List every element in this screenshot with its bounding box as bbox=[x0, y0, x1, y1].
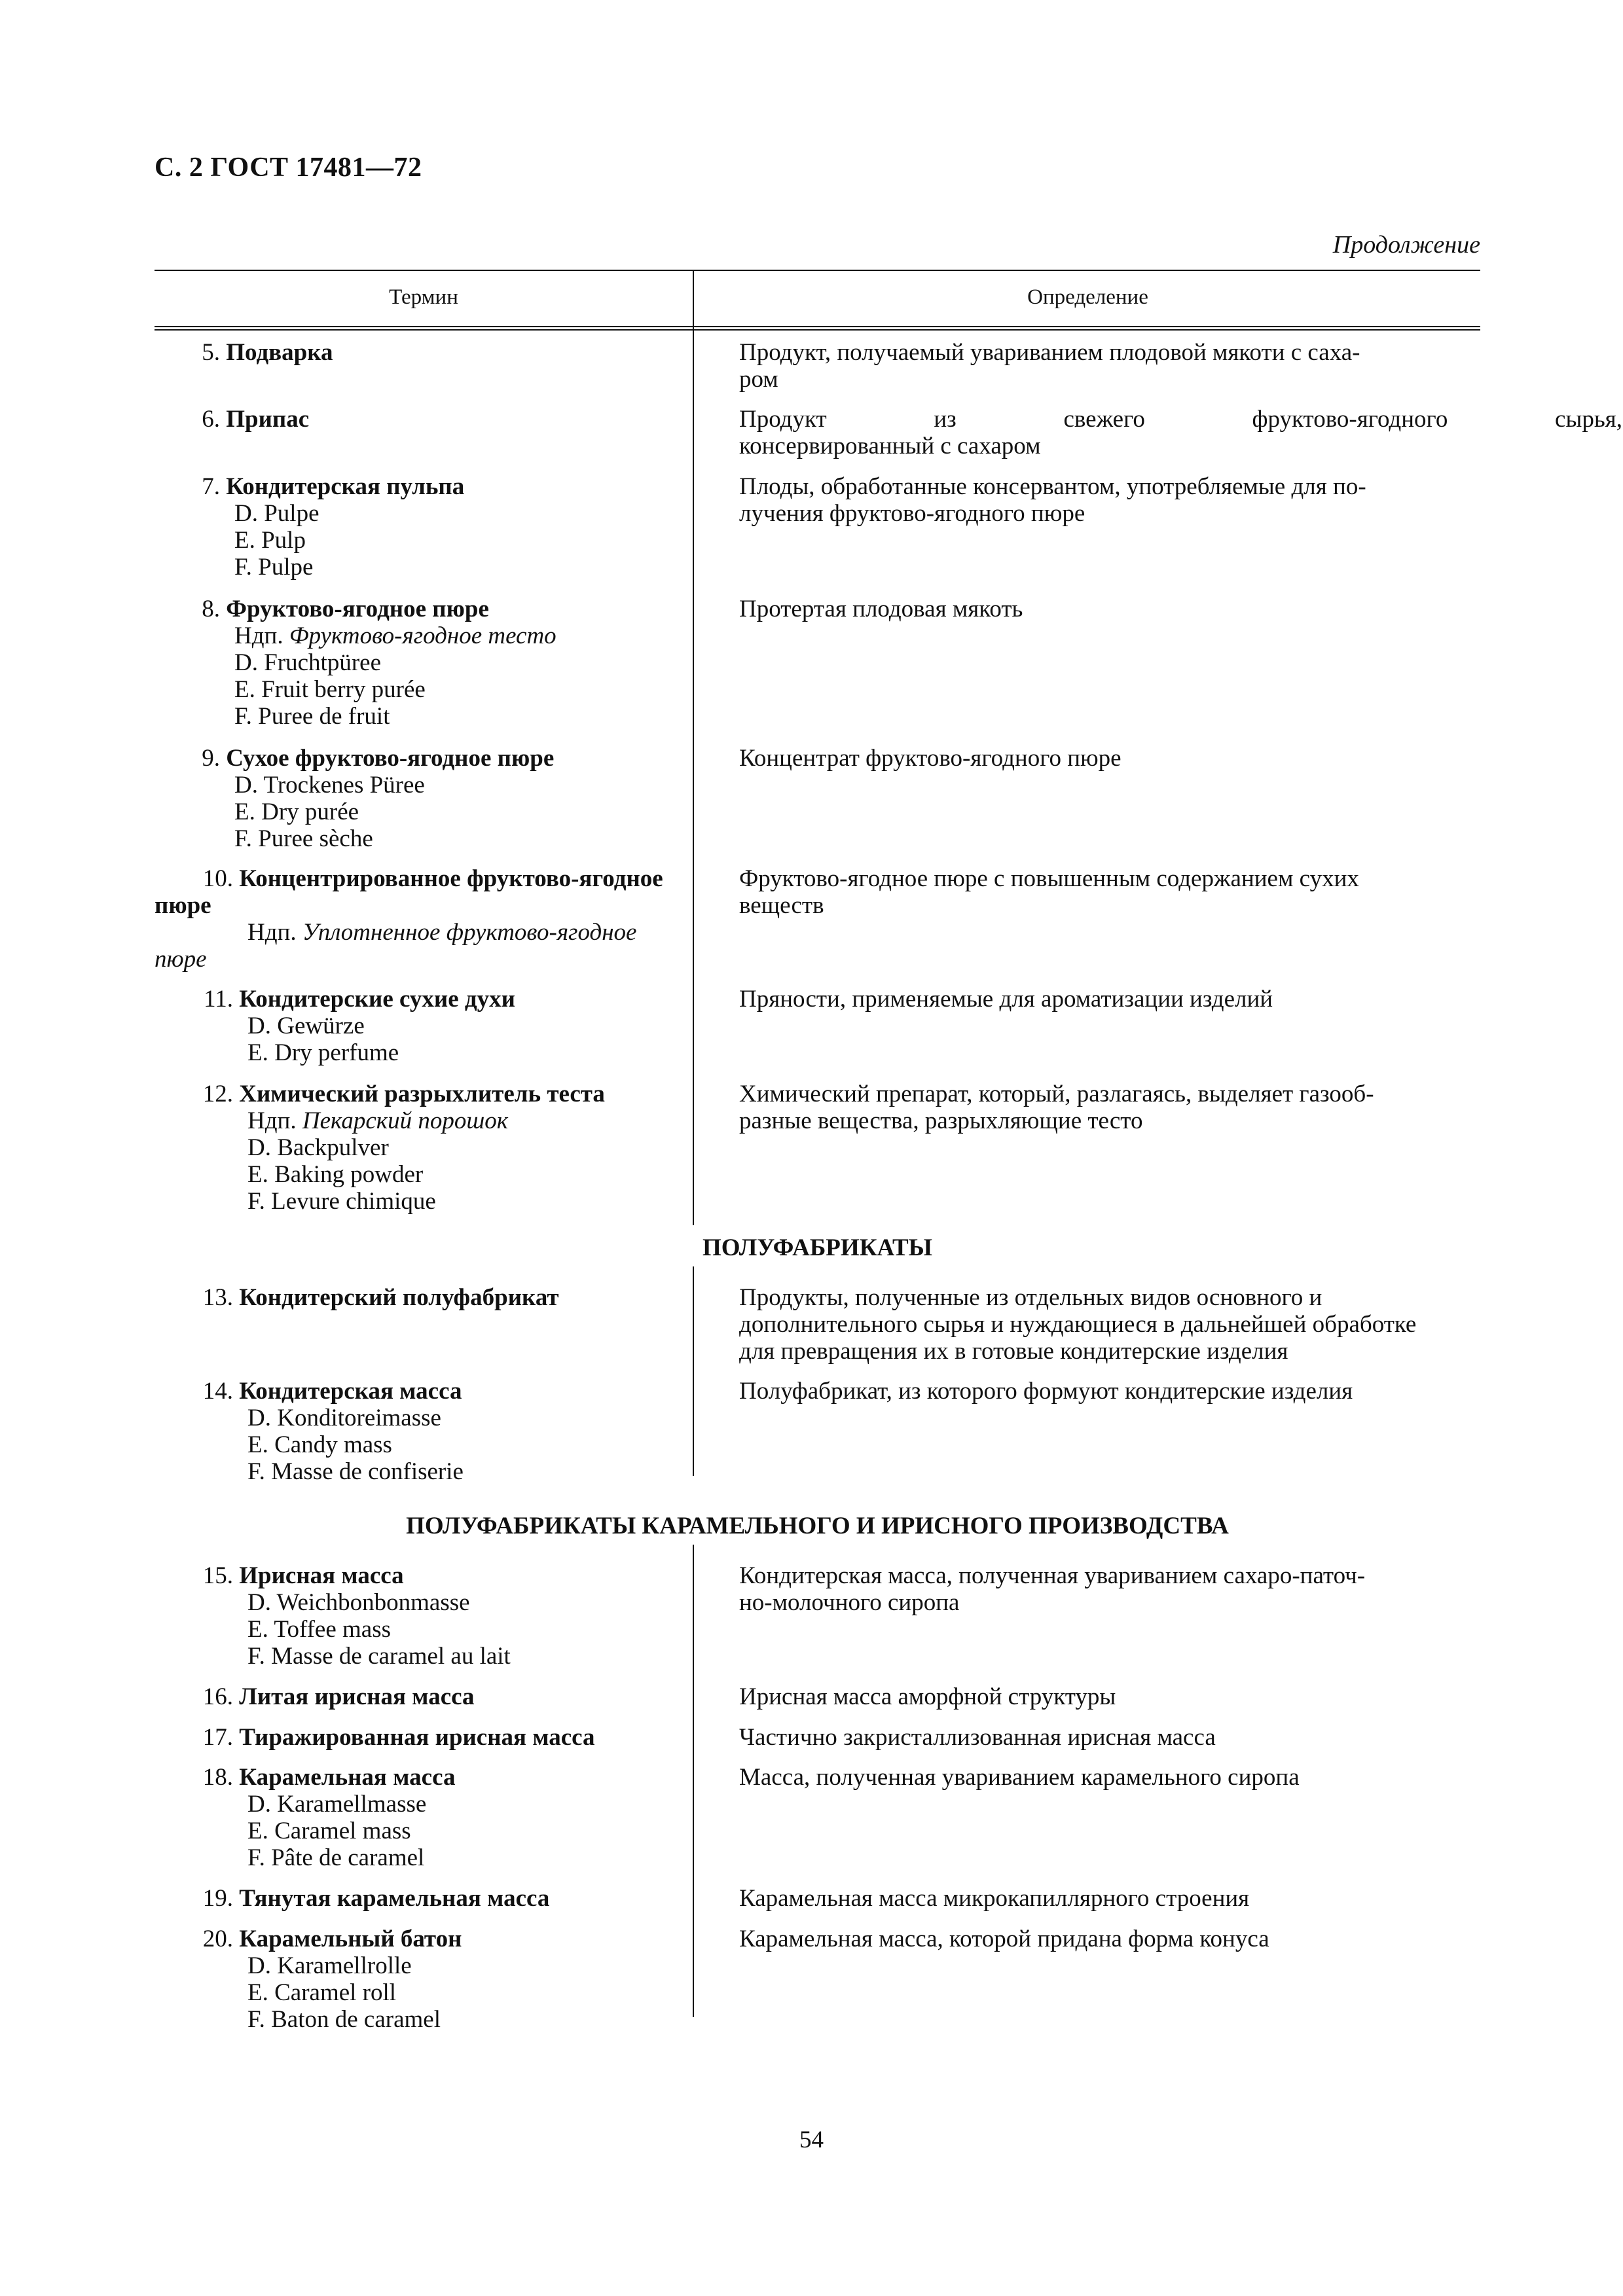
ndp-label: Ндп. bbox=[247, 1107, 297, 1134]
definition-line: Химический препарат, который, разлагаясь, выделяет газооб- bbox=[739, 1081, 1374, 1107]
page-number: 54 bbox=[799, 2126, 824, 2153]
column-divider bbox=[693, 1545, 694, 2017]
term-cell bbox=[155, 1378, 690, 1485]
term-number: 20. bbox=[202, 1926, 233, 1952]
definition-word: фруктово-ягодного bbox=[1252, 406, 1448, 433]
definition-line: Протертая плодовая мякоть bbox=[739, 596, 1023, 622]
definition-line: Продукт, получаемый увариванием плодовой мякоти с саха- bbox=[739, 339, 1360, 366]
definition-line bbox=[739, 406, 1622, 433]
definition-cell bbox=[739, 1284, 1622, 1365]
term-number: 11. bbox=[204, 986, 233, 1013]
term-cell bbox=[155, 1926, 690, 2033]
deprecated-term: Уплотненное фруктово-ягодное bbox=[302, 919, 637, 946]
deprecated-term-continued: пюре bbox=[155, 946, 207, 973]
definition-line: Пряности, применяемые для ароматизации изделий bbox=[739, 986, 1273, 1013]
ndp-label: Ндп. bbox=[247, 919, 297, 946]
term-name: Карамельный батон bbox=[239, 1926, 462, 1952]
definition-cell bbox=[739, 865, 1622, 919]
term-name: Кондитерская пульпа bbox=[226, 473, 465, 500]
definition-cell bbox=[739, 339, 1622, 393]
term-cell bbox=[155, 1284, 690, 1311]
definition-line: но-молочного сиропа bbox=[739, 1589, 960, 1616]
foreign-equivalent: D. Weichbonbonmasse bbox=[247, 1589, 470, 1616]
foreign-equivalent: E. Baking powder bbox=[247, 1161, 424, 1188]
term-name: Ирисная масса bbox=[239, 1562, 404, 1589]
term-number: 13. bbox=[202, 1284, 233, 1311]
definition-cell bbox=[739, 986, 1622, 1013]
foreign-equivalent: F. Pâte de caramel bbox=[247, 1844, 425, 1871]
term-cell bbox=[155, 339, 690, 366]
definition-cell bbox=[739, 473, 1622, 527]
term-number: 5. bbox=[202, 339, 220, 366]
term-name: Литая ирисная масса bbox=[239, 1683, 475, 1710]
foreign-equivalent: D. Pulpe bbox=[234, 500, 319, 527]
deprecated-term: Пекарский порошок bbox=[302, 1107, 509, 1134]
definition-line: Кондитерская масса, полученная увариванием сахаро-паточ- bbox=[739, 1562, 1366, 1589]
section-title: ПОЛУФАБРИКАТЫ КАРАМЕЛЬНОГО И ИРИСНОГО ПРОИЗВОДСТВА bbox=[406, 1513, 1229, 1539]
term-name: Химический разрыхлитель теста bbox=[239, 1081, 605, 1107]
foreign-equivalent: F. Puree de fruit bbox=[234, 703, 390, 730]
definition-cell bbox=[739, 745, 1622, 772]
definition-line: лучения фруктово-ягодного пюре bbox=[739, 500, 1085, 527]
definition-line: Карамельная масса микрокапиллярного строения bbox=[739, 1885, 1250, 1912]
definition-word: Продукт bbox=[739, 406, 827, 433]
foreign-equivalent: D. Konditoreimasse bbox=[247, 1405, 441, 1431]
definition-line: Фруктово-ягодное пюре с повышенным содержанием сухих bbox=[739, 865, 1359, 892]
term-number: 17. bbox=[202, 1724, 233, 1751]
column-divider bbox=[693, 271, 694, 1225]
term-number: 9. bbox=[202, 745, 220, 772]
term-name: Карамельная масса bbox=[239, 1764, 456, 1791]
foreign-equivalent: D. Gewürze bbox=[247, 1013, 365, 1039]
definition-cell bbox=[739, 1683, 1622, 1710]
term-number: 18. bbox=[202, 1764, 233, 1791]
definition-line: веществ bbox=[739, 892, 824, 919]
foreign-equivalent: E. Caramel roll bbox=[247, 1979, 397, 2006]
column-divider bbox=[693, 1266, 694, 1476]
term-name: Фруктово-ягодное пюре bbox=[226, 596, 489, 622]
foreign-equivalent: D. Backpulver bbox=[247, 1134, 389, 1161]
definition-line: дополнительного сырья и нуждающиеся в дальнейшей обработке bbox=[739, 1311, 1417, 1338]
definition-line: Полуфабрикат, из которого формуют кондитерские изделия bbox=[739, 1378, 1353, 1405]
continuation-label: Продолжение bbox=[1332, 231, 1480, 259]
term-cell bbox=[155, 473, 690, 581]
term-number: 19. bbox=[202, 1885, 233, 1912]
foreign-equivalent: D. Fruchtpüree bbox=[234, 649, 381, 676]
foreign-equivalent: E. Caramel mass bbox=[247, 1818, 411, 1844]
term-number: 14. bbox=[202, 1378, 233, 1405]
definition-word: сырья, bbox=[1555, 406, 1622, 433]
ndp-label: Ндп. bbox=[234, 622, 283, 649]
term-name: Кондитерские сухие духи bbox=[239, 986, 515, 1013]
definition-cell bbox=[739, 1378, 1622, 1405]
term-cell bbox=[155, 596, 690, 730]
definition-word: свежего bbox=[1063, 406, 1145, 433]
deprecated-term: Фруктово-ягодное тесто bbox=[289, 622, 556, 649]
term-name: Подварка bbox=[226, 339, 333, 366]
foreign-equivalent: F. Puree sèche bbox=[234, 825, 373, 852]
term-number: 8. bbox=[202, 596, 220, 622]
page-header: С. 2 ГОСТ 17481—72 bbox=[155, 152, 422, 183]
term-name: Тиражированная ирисная масса bbox=[239, 1724, 595, 1751]
definition-line: для превращения их в готовые кондитерские изделия bbox=[739, 1338, 1288, 1365]
definition-cell bbox=[739, 1081, 1622, 1134]
term-cell bbox=[155, 865, 690, 973]
definition-cell bbox=[739, 406, 1622, 459]
definition-line: ром bbox=[739, 366, 778, 393]
term-name: Кондитерский полуфабрикат bbox=[239, 1284, 559, 1311]
definition-cell bbox=[739, 1562, 1622, 1616]
foreign-equivalent: F. Levure chimique bbox=[247, 1188, 436, 1215]
foreign-equivalent: D. Karamellmasse bbox=[247, 1791, 427, 1818]
definition-line: разные вещества, разрыхляющие тесто bbox=[739, 1107, 1143, 1134]
foreign-equivalent: E. Pulp bbox=[234, 527, 306, 554]
term-number: 7. bbox=[202, 473, 220, 500]
term-cell bbox=[155, 1562, 690, 1670]
foreign-equivalent: D. Karamellrolle bbox=[247, 1952, 412, 1979]
term-cell bbox=[155, 1885, 690, 1912]
header-double-rule bbox=[155, 326, 1480, 331]
definition-cell bbox=[739, 1926, 1622, 1952]
term-cell bbox=[155, 1081, 690, 1215]
definition-cell bbox=[739, 596, 1622, 622]
foreign-equivalent: E. Dry perfume bbox=[247, 1039, 399, 1066]
definition-word: из bbox=[934, 406, 957, 433]
term-name: Припас bbox=[226, 406, 310, 433]
term-cell bbox=[155, 1724, 690, 1751]
term-cell bbox=[155, 406, 690, 433]
definition-cell bbox=[739, 1764, 1622, 1791]
foreign-equivalent: E. Toffee mass bbox=[247, 1616, 392, 1643]
foreign-equivalent: F. Baton de caramel bbox=[247, 2006, 441, 2033]
definition-cell bbox=[739, 1724, 1622, 1751]
term-cell bbox=[155, 986, 690, 1066]
definition-line: Частично закристаллизованная ирисная масса bbox=[739, 1724, 1216, 1751]
term-number: 15. bbox=[202, 1562, 233, 1589]
definition-line: Плоды, обработанные консервантом, употребляемые для по- bbox=[739, 473, 1366, 500]
section-title: ПОЛУФАБРИКАТЫ bbox=[702, 1234, 932, 1261]
term-name: Тянутая карамельная масса bbox=[239, 1885, 550, 1912]
term-number: 12. bbox=[202, 1081, 233, 1107]
term-number: 10. bbox=[202, 865, 233, 892]
term-name: Кондитерская масса bbox=[239, 1378, 462, 1405]
foreign-equivalent: F. Masse de caramel au lait bbox=[247, 1643, 511, 1670]
foreign-equivalent: E. Fruit berry purée bbox=[234, 676, 426, 703]
definition-line: Продукты, полученные из отдельных видов основного и bbox=[739, 1284, 1322, 1311]
foreign-equivalent: F. Pulpe bbox=[234, 554, 314, 581]
definition-line: Карамельная масса, которой придана форма конуса bbox=[739, 1926, 1269, 1952]
term-name-continued: пюре bbox=[155, 892, 211, 919]
term-number: 6. bbox=[202, 406, 220, 433]
definition-cell bbox=[739, 1885, 1622, 1912]
definition-column-header: Определение bbox=[1027, 285, 1148, 309]
definition-line: Концентрат фруктово-ягодного пюре bbox=[739, 745, 1122, 772]
foreign-equivalent: E. Candy mass bbox=[247, 1431, 392, 1458]
definition-line: консервированный с сахаром bbox=[739, 433, 1041, 459]
definition-line: Ирисная масса аморфной структуры bbox=[739, 1683, 1116, 1710]
term-cell bbox=[155, 745, 690, 852]
foreign-equivalent: E. Dry purée bbox=[234, 798, 359, 825]
term-cell bbox=[155, 1764, 690, 1871]
definition-line: Масса, полученная увариванием карамельного сиропа bbox=[739, 1764, 1300, 1791]
foreign-equivalent: F. Masse de confiserie bbox=[247, 1458, 464, 1485]
term-name: Сухое фруктово-ягодное пюре bbox=[226, 745, 555, 772]
term-name: Концентрированное фруктово-ягодное bbox=[239, 865, 663, 892]
term-cell bbox=[155, 1683, 690, 1710]
table-top-rule bbox=[155, 270, 1480, 271]
foreign-equivalent: D. Trockenes Püree bbox=[234, 772, 425, 798]
term-column-header: Термин bbox=[389, 285, 458, 309]
term-number: 16. bbox=[202, 1683, 233, 1710]
